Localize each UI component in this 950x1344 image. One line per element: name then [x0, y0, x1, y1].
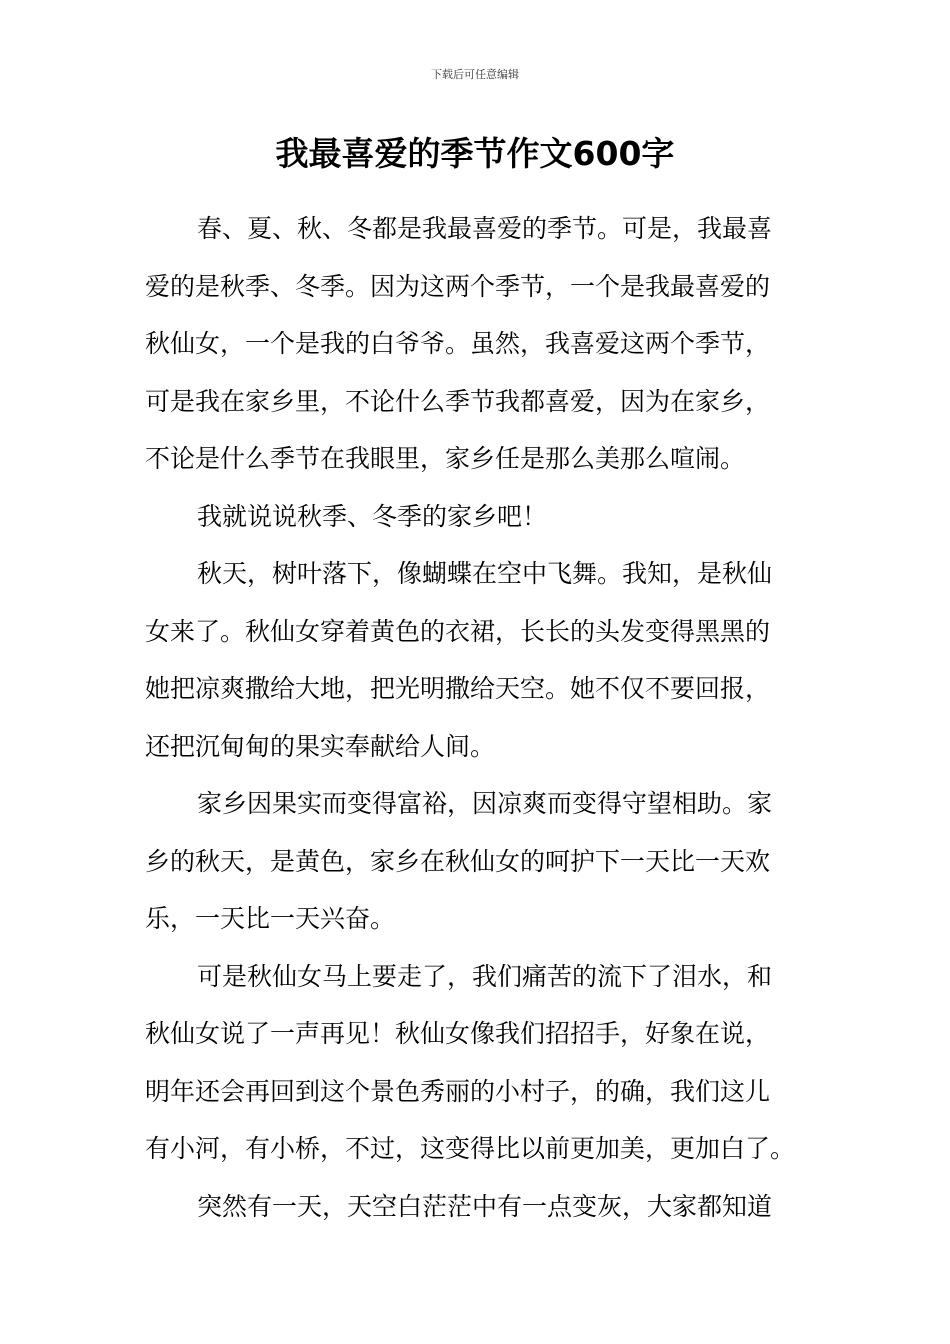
text-line: 突然有一天，天空白茫茫中有一点变灰，大家都知道	[197, 1191, 773, 1221]
text-line: 可是我在家乡里，不论什么季节我都喜爱，因为在家乡，	[145, 386, 771, 416]
text-line: 还把沉甸甸的果实奉献给人间。	[145, 731, 496, 761]
paragraph	[145, 488, 809, 546]
text-line: 秋仙女说了一声再见！秋仙女像我们招招手，好象在说，	[145, 1019, 771, 1048]
text-line: 不论是什么季节在我眼里，家乡任是那么美那么喧闹。	[145, 444, 746, 473]
text-line: 乡的秋天，是黄色，家乡在秋仙女的呵护下一天比一天欢	[145, 846, 771, 876]
text-line: 有小河，有小桥，不过，这变得比以前更加美，更加白了。	[145, 1134, 796, 1163]
text-line: 她把凉爽撒给大地，把光明撒给天空。她不仅不要回报，	[145, 674, 771, 703]
text-line: 春、夏、秋、冬都是我最喜爱的季节。可是，我最喜	[197, 214, 773, 243]
text-line: 可是秋仙女马上要走了，我们痛苦的流下了泪水，和	[197, 961, 773, 991]
paragraph	[145, 775, 809, 948]
paragraph	[145, 545, 809, 775]
paragraph	[145, 948, 809, 1178]
text-line: 家乡因果实而变得富裕，因凉爽而变得守望相助。家	[197, 789, 773, 818]
paragraph	[145, 200, 809, 488]
text-line: 秋仙女，一个是我的白爷爷。虽然，我喜爱这两个季节，	[145, 329, 771, 358]
article-body	[145, 200, 809, 1235]
text-line: 爱的是秋季、冬季。因为这两个季节，一个是我最喜爱的	[145, 271, 771, 301]
page-title: 我最喜爱的季节作文600字	[275, 134, 675, 173]
text-line: 乐，一天比一天兴奋。	[145, 904, 396, 933]
header-note: 下载后可任意编辑	[431, 68, 519, 81]
paragraph	[145, 1178, 809, 1236]
text-line: 明年还会再回到这个景色秀丽的小村子，的确，我们这儿	[145, 1076, 771, 1106]
text-line: 女来了。秋仙女穿着黄色的衣裙，长长的头发变得黑黑的	[145, 616, 771, 646]
text-line: 我就说说秋季、冬季的家乡吧！	[197, 501, 548, 531]
text-line: 秋天，树叶落下，像蝴蝶在空中飞舞。我知，是秋仙	[197, 559, 773, 588]
